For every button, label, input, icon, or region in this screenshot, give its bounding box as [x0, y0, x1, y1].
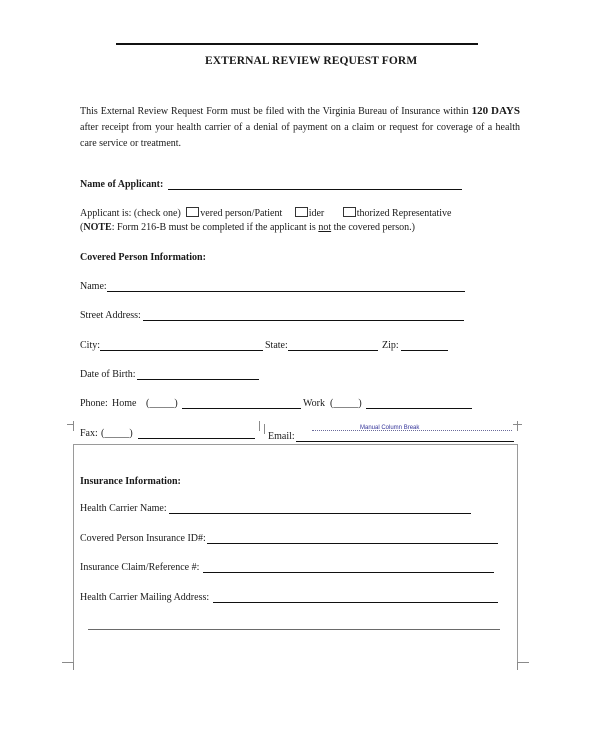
bottom-mark-right-v	[517, 662, 518, 670]
carrier-name-label: Health Carrier Name:	[80, 503, 167, 514]
carrier-name-field[interactable]	[169, 513, 471, 514]
email-label: Email:	[268, 431, 295, 442]
applicant-type-label: Applicant is: (check one)	[80, 208, 181, 219]
home-label: Home	[112, 398, 137, 409]
city-field[interactable]	[100, 350, 263, 351]
claim-ref-label: Insurance Claim/Reference #:	[80, 562, 200, 573]
checkbox-provider[interactable]	[295, 207, 308, 217]
claim-ref-field[interactable]	[203, 572, 494, 573]
note-text-post: the covered person.)	[333, 222, 415, 233]
form-title: EXTERNAL REVIEW REQUEST FORM	[205, 55, 418, 67]
dob-label: Date of Birth:	[80, 369, 136, 380]
work-label: Work	[303, 398, 325, 409]
applicant-name-field[interactable]	[168, 189, 462, 190]
note-not: not	[318, 222, 332, 233]
mailing-address-field[interactable]	[213, 602, 498, 603]
note-line	[80, 222, 415, 233]
checkbox-covered-person[interactable]	[186, 207, 199, 217]
street-field[interactable]	[143, 320, 464, 321]
fax-label: Fax:	[80, 428, 98, 439]
phone-label: Phone:	[80, 398, 108, 409]
work-area-code[interactable]: (_____)	[330, 398, 362, 409]
home-area-code[interactable]: (_____)	[146, 398, 178, 409]
street-label: Street Address:	[80, 310, 141, 321]
section-frame-top	[73, 444, 517, 445]
section-frame-left	[73, 444, 74, 662]
checkbox-authorized-rep[interactable]	[343, 207, 356, 217]
note-open-paren: (	[80, 222, 84, 233]
intro-days-number: 120	[471, 105, 489, 117]
option-authorized-rep: thorized Representative	[356, 208, 452, 219]
note-label: NOTE	[83, 222, 112, 233]
home-phone-field[interactable]	[182, 408, 301, 409]
section-frame-divider	[88, 629, 500, 630]
insurance-id-label: Covered Person Insurance ID#:	[80, 533, 206, 544]
email-field[interactable]	[296, 441, 514, 442]
state-field[interactable]	[288, 350, 378, 351]
fax-area-code[interactable]: (_____)	[101, 428, 133, 439]
applicant-type-row	[80, 207, 451, 219]
option-provider: ider	[308, 208, 325, 219]
applicant-name-label: Name of Applicant:	[80, 179, 164, 190]
intro-paragraph	[80, 103, 520, 152]
insurance-id-field[interactable]	[207, 543, 498, 544]
state-label: State:	[265, 340, 288, 351]
zip-field[interactable]	[401, 350, 448, 351]
work-phone-field[interactable]	[366, 408, 472, 409]
frame-mark-left-h	[67, 424, 73, 425]
intro-text-post: after receipt from your health carrier of a denial of payment on a claim or request for coverage of a health care service or treatment.	[80, 122, 520, 149]
city-label: City:	[80, 340, 101, 351]
section-frame-right	[517, 444, 518, 662]
mailing-address-label: Health Carrier Mailing Address:	[80, 592, 210, 603]
zip-label: Zip:	[382, 340, 399, 351]
bottom-mark-left-v	[73, 662, 74, 670]
intro-text-pre: This External Review Request Form must be filed with the Virginia Bureau of Insurance within	[80, 106, 469, 117]
frame-mark-right	[517, 421, 518, 431]
frame-mark-mid-left	[259, 421, 260, 431]
fax-field[interactable]	[138, 438, 255, 439]
column-break-marker: Manual Column Break	[360, 425, 420, 431]
top-rule	[116, 43, 478, 45]
option-covered-person: vered person/Patient	[200, 208, 283, 219]
bottom-mark-right	[517, 662, 529, 663]
frame-mark-mid-right	[264, 424, 265, 434]
intro-days-label: DAYS	[491, 105, 520, 117]
insurance-heading: Insurance Information:	[80, 476, 181, 487]
dob-field[interactable]	[137, 379, 259, 380]
frame-mark-left	[73, 421, 74, 431]
covered-heading: Covered Person Information:	[80, 252, 206, 263]
covered-name-field[interactable]	[107, 291, 465, 292]
note-text-pre: : Form 216-B must be completed if the applicant is	[111, 222, 316, 233]
frame-mark-right-h	[513, 424, 522, 425]
covered-name-label: Name:	[80, 281, 107, 292]
